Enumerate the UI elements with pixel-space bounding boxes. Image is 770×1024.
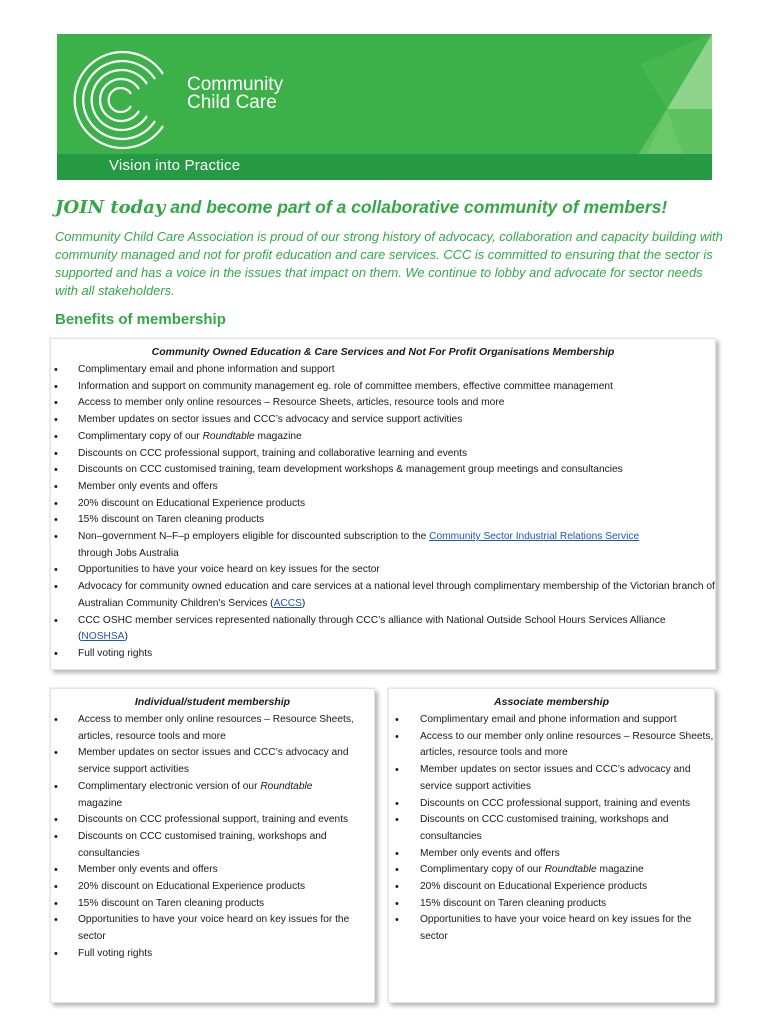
- list-item: [51, 429, 715, 446]
- intro-paragraph: Community Child Care Association is proud of our strong history of advocacy, collaboration and capacity building with community managed and not for profit education and care services. CCC is committed to ensuring that the sector is supported and has a voice in the issues that impact on them. We continue to lobby and advocate for sector needs with all stakeholders.: [55, 229, 723, 298]
- list-item: • Member only events and offers: [51, 862, 374, 879]
- list-item-text: ): [124, 631, 128, 643]
- org-name-line2: Child Care: [187, 92, 277, 113]
- list-item: • Discounts on CCC customised training, workshops and consultancies: [51, 829, 374, 862]
- list-item: • Discounts on CCC customised training, team development workshops & management group meetings and consultancies: [51, 462, 715, 479]
- organisation-benefits-list: [51, 362, 715, 663]
- list-item: • Discounts on CCC professional support, training and collaborative learning and events: [51, 446, 715, 463]
- list-item-text: Complimentary copy of our: [420, 864, 545, 876]
- roundtable-title: Roundtable: [202, 430, 255, 442]
- ccc-logo-icon: [67, 44, 179, 156]
- list-item-text: ): [301, 597, 306, 609]
- headline-rest: and become part of a collaborative community of members!: [165, 197, 668, 217]
- list-item: • 15% discount on Taren cleaning products: [51, 512, 715, 529]
- list-item-text: Non–government N–F–p employers eligible for discounted subscription to the: [78, 531, 430, 543]
- list-item: • 20% discount on Educational Experience products: [51, 496, 715, 513]
- noshsa-link[interactable]: NOSHSA: [81, 631, 125, 643]
- org-name-line1: Community: [187, 74, 284, 95]
- list-item: • Access to member only online resources – Resource Sheets, articles, resource tools and more: [51, 395, 715, 412]
- org-name: [187, 76, 283, 112]
- tagline: Vision into Practice: [109, 157, 241, 174]
- list-item: • Discounts on CCC professional support, training and events: [51, 812, 374, 829]
- list-item: • 20% discount on Educational Experience products: [389, 879, 714, 896]
- list-item-text: CCC OSHC member services represented nationally through CCC’s alliance with National Outside School Hours Services Alliance (: [78, 614, 666, 643]
- individual-membership-box: [50, 688, 375, 1003]
- list-item: [51, 579, 715, 612]
- list-item: • Member updates on sector issues and CCC’s advocacy and service support activities: [51, 745, 374, 778]
- list-item: • Complimentary email and phone information and support: [51, 362, 715, 379]
- list-item: • Access to our member only online resources – Resource Sheets, articles, resource tools and more: [389, 729, 714, 762]
- list-item-text: through Jobs Australia: [78, 547, 179, 559]
- page-headline: [55, 197, 735, 218]
- list-item: [51, 779, 374, 812]
- list-item: • Discounts on CCC professional support, training and events: [389, 796, 714, 813]
- headline-join: JOIN today: [55, 197, 166, 218]
- organisation-membership-title: Community Owned Education & Care Services and Not For Profit Organisations Membership: [151, 346, 615, 358]
- list-item: • Information and support on community management eg. role of committee members, effective committee management: [51, 379, 715, 396]
- list-item: • 15% discount on Taren cleaning products: [389, 896, 714, 913]
- roundtable-title: Roundtable: [544, 864, 597, 876]
- associate-membership-box: [388, 688, 715, 1003]
- list-item: • Full voting rights: [51, 946, 374, 963]
- list-item-text: magazine: [596, 864, 644, 876]
- list-item-text: Advocacy for community owned education and care services at a national level through complimentary membership of the Victorian branch of Australian Community Children's Services (: [78, 581, 715, 609]
- list-item-text: magazine: [254, 430, 302, 442]
- list-item: • Member only events and offers: [51, 479, 715, 496]
- list-item: • Member updates on sector issues and CCC’s advocacy and service support activities: [51, 412, 715, 429]
- list-item: • Full voting rights: [51, 646, 715, 663]
- roundtable-title: Roundtable: [260, 780, 313, 792]
- associate-benefits-list: [389, 712, 714, 946]
- list-item: [51, 613, 715, 646]
- list-item: • Access to member only online resources – Resource Sheets, articles, resource tools and more: [51, 712, 374, 745]
- industrial-relations-link[interactable]: Community Sector Industrial Relations Service: [429, 531, 640, 543]
- header-banner: [57, 34, 712, 180]
- organisation-membership-box: [50, 338, 716, 670]
- benefits-heading: Benefits of membership: [55, 311, 226, 328]
- list-item-text: Complimentary electronic version of our: [78, 780, 261, 792]
- list-item: • 20% discount on Educational Experience products: [51, 879, 374, 896]
- list-item: • Member only events and offers: [389, 846, 714, 863]
- list-item: [389, 862, 714, 879]
- list-item-text: magazine: [78, 797, 123, 809]
- list-item: • Opportunities to have your voice heard on key issues for the sector: [51, 562, 715, 579]
- associate-membership-title: Associate membership: [494, 696, 609, 708]
- individual-benefits-list: [51, 712, 374, 963]
- list-item-text: Complimentary copy of our: [78, 430, 203, 442]
- accs-link[interactable]: ACCS: [273, 597, 302, 609]
- list-item: • Discounts on CCC customised training, workshops and consultancies: [389, 812, 714, 845]
- list-item: • Complimentary email and phone information and support: [389, 712, 714, 729]
- list-item: • 15% discount on Taren cleaning products: [51, 896, 374, 913]
- individual-membership-title: Individual/student membership: [134, 696, 291, 708]
- list-item: • Opportunities to have your voice heard on key issues for the sector: [51, 912, 374, 945]
- list-item: • Opportunities to have your voice heard on key issues for the sector: [389, 912, 714, 945]
- list-item: [51, 529, 715, 562]
- list-item: • Member updates on sector issues and CCC’s advocacy and service support activities: [389, 762, 714, 795]
